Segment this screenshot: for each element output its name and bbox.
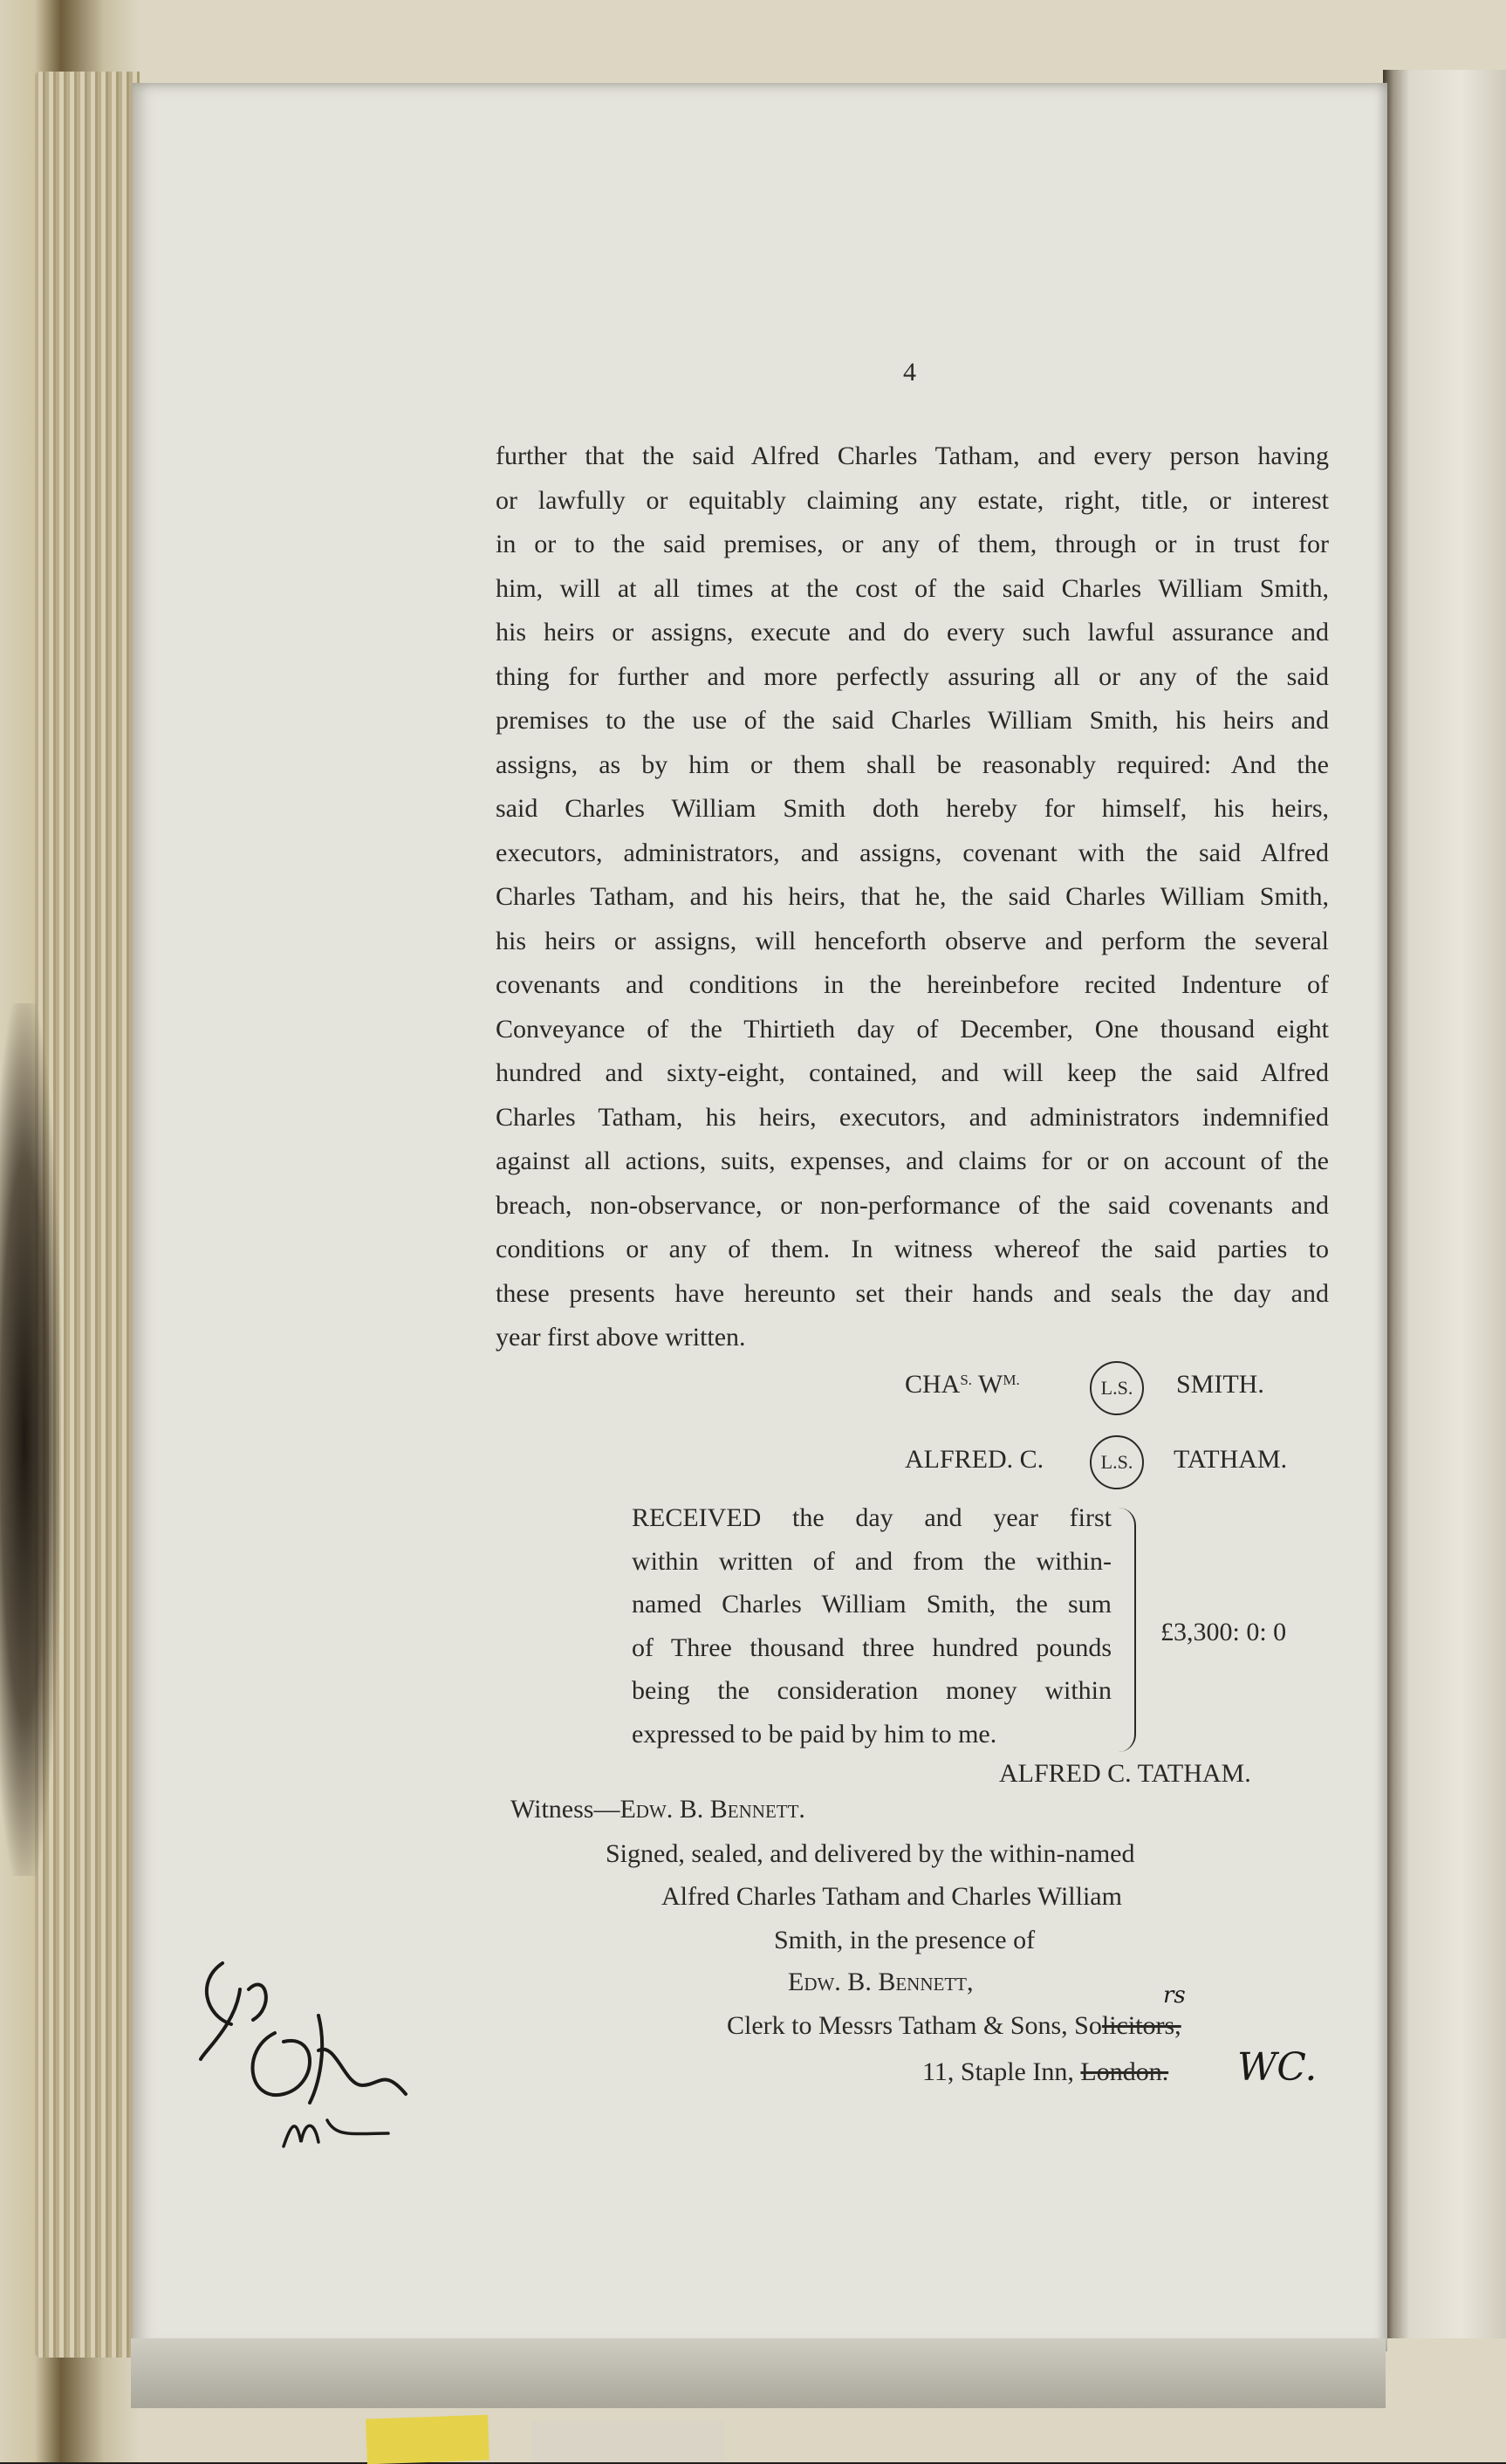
body-line: said Charles William Smith doth hereby for himself, his heirs,	[496, 794, 1329, 823]
receipt-signatory: ALFRED C. TATHAM.	[999, 1759, 1251, 1788]
body-line: these presents have hereunto set their hands and seals the day and	[496, 1278, 1329, 1308]
clerk-insert: rs	[1163, 1982, 1186, 2009]
address-line	[922, 2057, 1168, 2087]
clerk-line	[727, 2011, 1181, 2041]
witness-label: Witness—	[510, 1795, 620, 1824]
body-line: executors, administrators, and assigns, covenant with the said Alfred	[496, 838, 1329, 867]
seal-label: L.S.	[1100, 1377, 1133, 1399]
page-bottom-margin	[131, 2338, 1386, 2408]
receipt-line: RECEIVED the day and year first	[632, 1503, 1112, 1532]
body-line: further that the said Alfred Charles Tatham, and every person having	[496, 441, 1329, 470]
receipt-line: named Charles William Smith, the sum	[632, 1590, 1112, 1619]
sig-text: CHA	[905, 1370, 961, 1399]
body-line: Charles Tatham, and his heirs, that he, the said Charles William Smith,	[496, 882, 1329, 911]
signature-tatham: ALFRED. C.	[905, 1445, 1044, 1474]
seal-circle	[1090, 1435, 1144, 1489]
body-line: him, will at all times at the cost of the said Charles William Smith,	[496, 573, 1329, 603]
body-line: premises to the use of the said Charles William Smith, his heirs and	[496, 706, 1329, 735]
clerk-text: Clerk to Messrs Tatham & Sons, So	[727, 2011, 1102, 2040]
body-line: hundred and sixty-eight, contained, and will keep the said Alfred	[496, 1058, 1329, 1087]
body-line: his heirs or assigns, execute and do every such lawful assurance and	[496, 618, 1329, 647]
body-line: Charles Tatham, his heirs, executors, and administrators indemnified	[496, 1102, 1329, 1132]
attestation-name: Edw. B. Bennett,	[788, 1968, 974, 1996]
sig-text: W	[978, 1370, 1003, 1399]
sig-superscript: S.	[960, 1372, 973, 1388]
attestation-line-1: Signed, sealed, and delivered by the within-named	[606, 1839, 1135, 1868]
seal-label: L.S.	[1100, 1451, 1133, 1473]
body-line: conditions or any of them. In witness whereof the said parties to	[496, 1235, 1329, 1263]
body-line: breach, non-observance, or non-performance of the said covenants and	[496, 1190, 1329, 1220]
receipt-amount: £3,300: 0: 0	[1160, 1618, 1287, 1646]
body-line: covenants and conditions in the hereinbefore recited Indenture of	[496, 970, 1329, 999]
clerk-struck: licitors,	[1101, 2011, 1181, 2040]
body-line: year first above written.	[496, 1323, 746, 1352]
body-line: against all actions, suits, expenses, and claims for or on account of the	[496, 1146, 1329, 1175]
yellow-tab	[366, 2415, 489, 2464]
receipt-line: being the consideration money within	[632, 1676, 1112, 1705]
address-insert: WC.	[1237, 2045, 1318, 2090]
address-struck: London.	[1080, 2057, 1169, 2086]
body-line: or lawfully or equitably claiming any estate, right, title, or interest	[496, 485, 1329, 515]
receipt-line: expressed to be paid by him to me.	[632, 1719, 997, 1749]
dark-stain	[0, 1003, 61, 1876]
attestation-line-3: Smith, in the presence of	[774, 1926, 1036, 1954]
body-line: assigns, as by him or them shall be reasonably required: And the	[496, 749, 1329, 779]
page-number: 4	[903, 358, 916, 387]
receipt-line: within written of and from the within-	[632, 1546, 1112, 1576]
signature-smith-surname: SMITH.	[1176, 1370, 1264, 1399]
attestation-line-2: Alfred Charles Tatham and Charles William	[661, 1882, 1122, 1911]
body-line: his heirs or assigns, will henceforth observe and perform the several	[496, 926, 1329, 955]
seal-circle	[1090, 1361, 1144, 1415]
signature-tatham-surname: TATHAM.	[1174, 1445, 1288, 1474]
witness-line	[510, 1795, 805, 1824]
address-text: 11, Staple Inn,	[922, 2057, 1074, 2086]
facing-page-edge	[1383, 70, 1506, 2338]
receipt-brace	[1115, 1508, 1136, 1752]
body-line: Conveyance of the Thirtieth day of December, One thousand eight	[496, 1014, 1329, 1044]
handwritten-initials-icon	[188, 1954, 414, 2164]
body-line: thing for further and more perfectly assuring all or any of the said	[496, 661, 1329, 691]
witness-name: Edw. B. Bennett.	[620, 1795, 805, 1824]
paper-tab	[532, 2421, 724, 2462]
sig-superscript: M.	[1003, 1372, 1020, 1388]
receipt-line: of Three thousand three hundred pounds	[632, 1632, 1112, 1662]
body-line: in or to the said premises, or any of them, through or in trust for	[496, 530, 1329, 558]
signature-smith	[905, 1370, 1020, 1400]
